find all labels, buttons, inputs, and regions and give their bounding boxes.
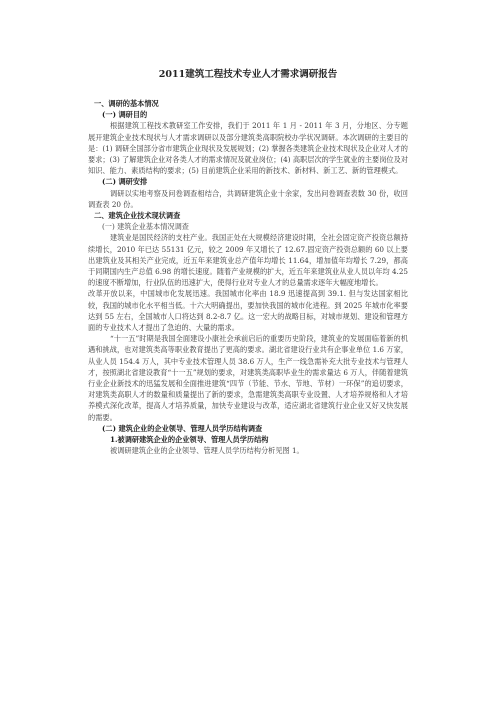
section-heading: 二、建筑企业技术现状调查	[94, 211, 181, 221]
document-body	[88, 98, 408, 457]
body-paragraph: 调研以实地考察及问卷调查相结合，共调研建筑企业十余家，发出问卷调查表数 30 份，收回调查表 20 份。	[88, 188, 408, 209]
body-paragraph: 被调研建筑企业的企业领导、管理人员学历结构分析见图 1。	[110, 446, 304, 456]
subsection-heading: (二) 调研安排	[102, 177, 148, 187]
subsection-heading: (一) 建筑企业基本情况调查	[102, 222, 189, 232]
subsection-heading: (二) 建筑企业的企业领导、管理人员学历结构调查	[102, 423, 263, 433]
body-paragraph: 根据建筑工程技术教研室工作安排，我们于 2011 年 1 月 - 2011 年 3 月，分地区、分专题展开建筑企业技术现状与人才需求调研以及部分建筑类高职院校办学状况调研。本次调研的主要目的是：(1) 调研全国部分省市建筑企业现状及发展规划；(2) 掌握各类建筑企业技术现状及企业对人才的要求；(3) 了解建筑企业对各类人才的需求情况及就业岗位；(4) 高职层次的学生就业的主要岗位及对知识、能力、素质结构的要求；(5) 目前建筑企业采用的新技术、新材料、新工艺、新的管理模式。	[88, 121, 408, 176]
body-paragraph: 改革开放以来，中国城市化发展迅速。我国城市化率由 18.9 迅速提高到 39.1. 但与发达国家相比较，我国的城市化水平相当低。十六大明确提出，要加快我国的城市化进程。到 2025 年城市化率要达到 55 左右，全国城市人口将达到 8.2-8.7 亿。这一宏大的战略目标，对城市规划、建设和管理方面的专业技术人才提出了急迫的、大量的需求。	[88, 289, 408, 333]
body-paragraph: 建筑业是国民经济的支柱产业。我国正处在大规模经济建设时期，全社会固定资产投资总额持续增长，2010 年已达 55131 亿元，较之 2009 年又增长了 12.67.固定资产投资总额的 60 以上要出建筑业及其相关产业完成，近五年来建筑业总产值年均增长 11.64，增加值年均增长 7.29，都高于同期国内生产总值 6.98 的增长速度。随着产业规模的扩大，近五年来建筑业从业人员以年均 4.25 的速度不断增加，行业队伍的迅速扩大，使得行业对专业人才的总量需求逐年大幅度地增长。	[88, 233, 408, 288]
subsection-heading: 1.被调研建筑企业的企业领导、管理人员学历结构	[110, 435, 269, 445]
document-title: 2011建筑工程技术专业人才需求调研报告	[158, 69, 338, 80]
subsection-heading: (一) 调研目的	[102, 110, 148, 120]
body-paragraph: “十一五”时期是我国全面建设小康社会承前启后的重要历史阶段，建筑业的发展面临着新的机遇和挑战，也对建筑类高等职业教育提出了更高的要求。湖北省建设行业共有企事业单位 1.6 万家，从业人员 154.4 万人，其中专业技术管理人员 38.6 万人，生产一线急需补充大批专业技术与管理人才，按照湖北省建设教育“十一五”规划的要求，对建筑类高职毕业生的需求量达 6 万人，伴随着建筑行业企业新技术的迅猛发展和全面推进建筑“四节（节能、节水、节地、节材）一环保”的追切要求，对建筑类高职人才的数量和质量提出了新的要求，急需建筑类高职专业设置、人才培养规格和人才培养模式深化改革，提高人才培养质量，加快专业建设与改革，适应湖北省建筑行业企业又好又快发展的需要。	[88, 334, 408, 422]
section-heading: 一、调研的基本情况	[94, 99, 159, 108]
